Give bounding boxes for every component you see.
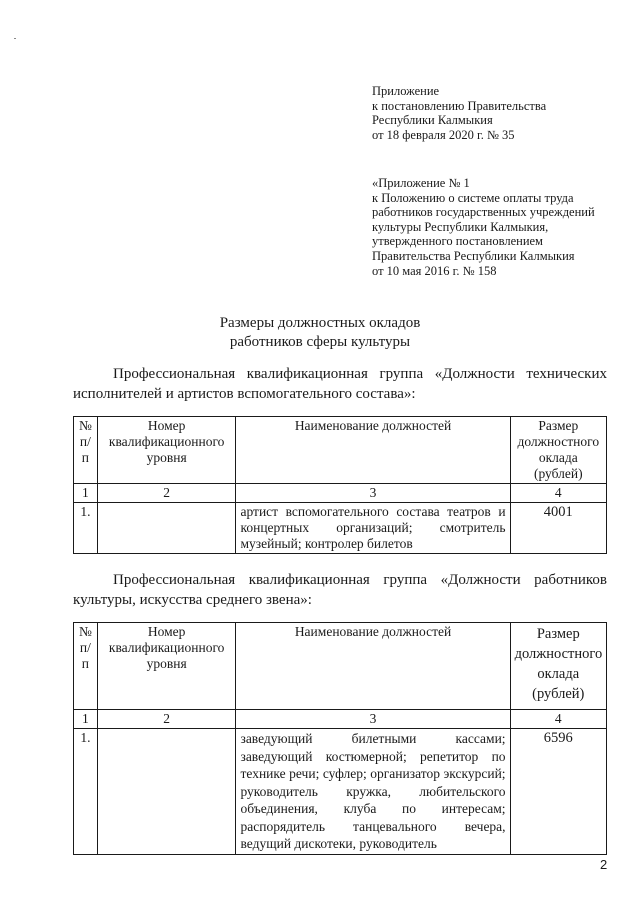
table-row <box>74 503 607 554</box>
header-name: Наименование должностей <box>236 417 510 484</box>
group2-text: Профессиональная квалификационная группа «Должности работников культуры, искусства среднего звена»: <box>73 572 607 608</box>
row-positions: заведующий билетными кассами; заведующий костюмерной; репетитор по технике речи; суфлер; организатор экскурсий; руководитель кружка, любительского объединения, клуба по интересам; распорядитель танцевального вечера, ведущий дискотеки, руководитель <box>236 729 510 855</box>
row-num: 1. <box>74 503 98 554</box>
table-row <box>74 729 607 855</box>
appendix1-line: работников государственных учреждений <box>372 205 595 220</box>
salary-table-1 <box>73 416 607 554</box>
appendix1-line: «Приложение № 1 <box>372 176 470 190</box>
appendix-line: к постановлению Правительства <box>372 98 547 113</box>
index-cell: 3 <box>236 710 510 729</box>
title-line-2: работников сферы культуры <box>229 334 411 350</box>
index-cell: 1 <box>74 484 98 503</box>
header-name: Наименование должностей <box>236 623 510 710</box>
header-salary: Размер должностного оклада (рублей) <box>510 417 606 484</box>
index-cell: 4 <box>510 710 606 729</box>
index-cell: 1 <box>74 710 98 729</box>
table-index-row <box>74 484 607 503</box>
group1-text: Профессиональная квалификационная группа «Должности технических исполнителей и артистов вспомогательного состава»: <box>73 366 607 402</box>
appendix-line: от 18 февраля 2020 г. № 35 <box>372 127 515 142</box>
header-level: Номер квалификационного уровня <box>97 623 236 710</box>
appendix-line: Республики Калмыкия <box>372 113 493 128</box>
row-positions: артист вспомогательного состава театров и концертных организаций; смотритель музейный; контролер билетов <box>236 503 510 554</box>
row-level <box>97 503 236 554</box>
header-num: № п/п <box>74 623 98 710</box>
appendix1-line: утвержденного постановлением <box>372 234 543 249</box>
group2-heading <box>73 571 607 610</box>
appendix1-header <box>372 176 622 278</box>
appendix-line: Приложение <box>372 84 440 98</box>
index-cell: 4 <box>510 484 606 503</box>
scan-mark <box>14 38 16 39</box>
row-salary: 6596 <box>510 729 606 855</box>
table-index-row <box>74 710 607 729</box>
index-cell: 3 <box>236 484 510 503</box>
title-line-1: Размеры должностных окладов <box>219 315 421 331</box>
row-level <box>97 729 236 855</box>
header-salary: Размер должностного оклада (рублей) <box>510 623 606 710</box>
index-cell: 2 <box>97 710 236 729</box>
appendix1-line: культуры Республики Калмыкия, <box>372 219 549 234</box>
row-salary: 4001 <box>510 503 606 554</box>
salary-table-2 <box>73 622 607 855</box>
appendix1-line: от 10 мая 2016 г. № 158 <box>372 263 497 278</box>
document-title <box>0 314 640 352</box>
page-number: 2 <box>600 857 608 872</box>
row-num: 1. <box>74 729 98 855</box>
appendix1-line: к Положению о системе оплаты труда <box>372 190 574 205</box>
appendix1-line: Правительства Республики Калмыкия <box>372 248 575 263</box>
table-header-row <box>74 417 607 484</box>
table-header-row <box>74 623 607 710</box>
group1-heading <box>73 365 607 404</box>
header-level: Номер квалификационного уровня <box>97 417 236 484</box>
appendix-header <box>372 84 622 142</box>
header-num: № п/п <box>74 417 98 484</box>
index-cell: 2 <box>97 484 236 503</box>
